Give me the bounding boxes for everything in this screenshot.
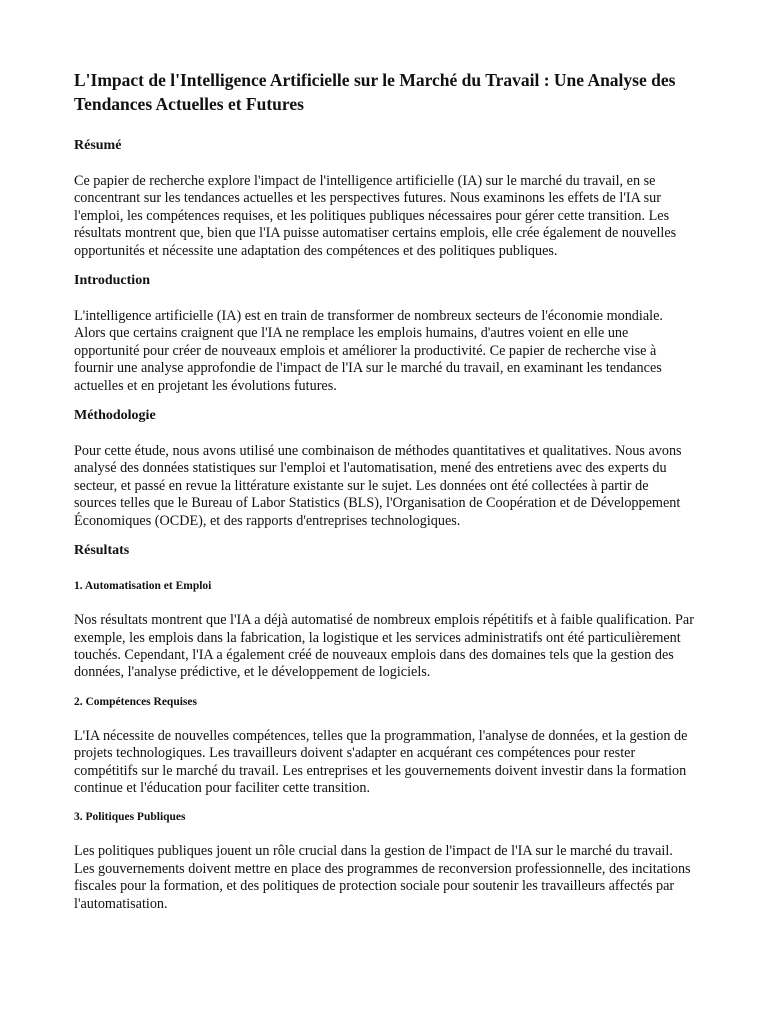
paragraph-methodologie: Pour cette étude, nous avons utilisé une combinaison de méthodes quantitatives et qualitatives. Nous avons analysé des données statistiques sur l'emploi et l'automatisation, mené des entretiens avec des experts du secteur, et passé en revue la littérature existante sur le sujet. Les données ont été collectées à partir de sources telles que le Bureau of Labor Statistics (BLS), l'Organisation de Coopération et de Développement Économiques (OCDE), et des rapports d'entreprises technologiques.: [74, 443, 682, 529]
paragraph-introduction: L'intelligence artificielle (IA) est en train de transformer de nombreux secteurs de l'économie mondiale. Alors que certains craignent que l'IA ne remplace les emplois humains, d'autres voient en elle une opportunité pour créer de nouveaux emplois et améliorer la productivité. Ce papier de recherche vise à fournir une analyse approfondie de l'impact de l'IA sur le marché du travail, en examinant les tendances actuelles et en projetant les évolutions futures.: [74, 308, 663, 394]
paragraph-resume: Ce papier de recherche explore l'impact de l'intelligence artificielle (IA) sur le marché du travail, en se concentrant sur les tendances actuelles et les perspectives futures. Nous examinons les effets de l'IA sur l'emploi, les compétences requises, et les politiques publiques nécessaires pour gérer cette transition. Les résultats montrent que, bien que l'IA puisse automatiser certains emplois, elle crée également de nouvelles opportunités et nécessite une adaptation des compétences et des politiques publiques.: [74, 173, 677, 259]
subsection-heading-automatisation: 1. Automatisation et Emploi: [74, 580, 212, 593]
paragraph-competences: L'IA nécessite de nouvelles compétences, telles que la programmation, l'analyse de données, et la gestion de projets technologiques. Les travailleurs doivent s'adapter en acquérant ces compétences pour rester compétitifs sur le marché du travail. Les entreprises et les gouvernements doivent investir dans la formation continue et l'éducation pour faciliter cette transition.: [74, 727, 688, 796]
paragraph-politiques: Les politiques publiques jouent un rôle crucial dans la gestion de l'impact de l'IA sur le marché du travail. Les gouvernements doivent mettre en place des programmes de reconversion professionnelle, des incitations fiscales pour la formation, et des politiques de protection sociale pour soutenir les travailleurs affectés par l'automatisation.: [74, 843, 691, 912]
section-heading-introduction: Introduction: [74, 273, 150, 289]
paragraph-automatisation: Nos résultats montrent que l'IA a déjà automatisé de nombreux emplois répétitifs et à faible qualification. Par exemple, les emplois dans la fabrication, la logistique et les services administratifs ont été particulièrement touchés. Cependant, l'IA a également créé de nouveaux emplois dans des domaines tels que la gestion des données, l'analyse prédictive, et le développement de logiciels.: [74, 612, 694, 681]
section-heading-resume: Résumé: [74, 138, 122, 153]
subsection-heading-competences: 2. Compétences Requises: [74, 695, 197, 708]
subsection-heading-politiques: 3. Politiques Publiques: [74, 811, 186, 824]
section-heading-resultats: Résultats: [74, 543, 130, 559]
document-title: L'Impact de l'Intelligence Artificielle sur le Marché du Travail : Une Analyse des Tendances Actuelles et Futures: [74, 70, 676, 114]
section-heading-methodologie: Méthodologie: [74, 408, 156, 424]
